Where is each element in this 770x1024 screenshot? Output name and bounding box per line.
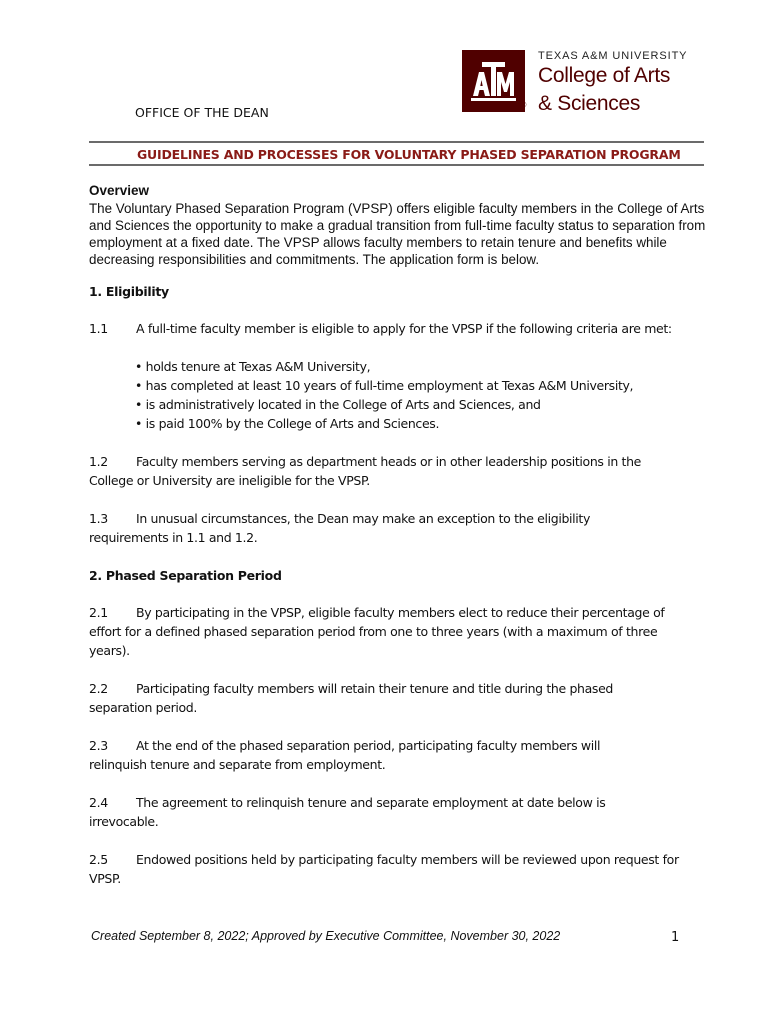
paragraph-1-2 bbox=[89, 452, 679, 490]
overview-paragraph: The Voluntary Phased Separation Program (VPSP) offers eligible faculty members in the College of Arts and Sciences the opportunity to make a gradual transition from full-time faculty status to separation from employment at a fixed date. The VPSP allows faculty members to retain tenure and benefits while decreasing responsibilities and commitments. The application form is below. bbox=[89, 201, 706, 267]
college-name-line-2: & Sciences bbox=[538, 92, 641, 115]
paragraph-2-2 bbox=[89, 679, 649, 717]
paragraph-number: 2.3 bbox=[89, 738, 108, 753]
paragraph-1-3 bbox=[89, 509, 649, 547]
paragraph-number: 1.2 bbox=[89, 454, 108, 469]
college-name-line-1: College of Arts bbox=[538, 64, 671, 87]
paragraph-2-4 bbox=[89, 793, 649, 831]
footer-note: Created September 8, 2022; Approved by Executive Committee, November 30, 2022 bbox=[91, 929, 561, 943]
atm-logo-mark bbox=[462, 50, 525, 112]
paragraph-number: 1.1 bbox=[89, 321, 108, 336]
paragraph-1-1 bbox=[89, 319, 689, 338]
paragraph-number: 2.4 bbox=[89, 795, 108, 810]
office-label: OFFICE OF THE DEAN bbox=[135, 105, 269, 120]
paragraph-number: 2.5 bbox=[89, 852, 108, 867]
trademark-symbol: ® bbox=[522, 103, 527, 109]
paragraph-2-5 bbox=[89, 850, 694, 888]
list-item: • has completed at least 10 years of full-time employment at Texas A&M University, bbox=[135, 376, 633, 395]
section-heading-phased-separation: 2. Phased Separation Period bbox=[89, 568, 282, 583]
overview-heading: Overview bbox=[89, 183, 150, 198]
list-item: • is paid 100% by the College of Arts and Sciences. bbox=[135, 414, 633, 433]
list-item: • is administratively located in the College of Arts and Sciences, and bbox=[135, 395, 633, 414]
paragraph-text: A full-time faculty member is eligible to apply for the VPSP if the following criteria are met: bbox=[136, 321, 672, 336]
paragraph-text: Faculty members serving as department heads or in other leadership positions in the College or University are ineligible for the VPSP. bbox=[89, 454, 641, 488]
university-name: TEXAS A&M UNIVERSITY bbox=[538, 50, 688, 62]
paragraph-number: 1.3 bbox=[89, 511, 108, 526]
paragraph-text: At the end of the phased separation period, participating faculty members will relinquish tenure and separate from employment. bbox=[89, 738, 601, 772]
document-title: GUIDELINES AND PROCESSES FOR VOLUNTARY PHASED SEPARATION PROGRAM bbox=[137, 147, 681, 162]
page-number: 1 bbox=[671, 930, 680, 945]
paragraph-number: 2.2 bbox=[89, 681, 108, 696]
paragraph-2-3 bbox=[89, 736, 639, 774]
paragraph-text: In unusual circumstances, the Dean may make an exception to the eligibility requirements in 1.1 and 1.2. bbox=[89, 511, 591, 545]
paragraph-text: The agreement to relinquish tenure and separate employment at date below is irrevocable. bbox=[89, 795, 606, 829]
paragraph-text: By participating in the VPSP, eligible faculty members elect to reduce their percentage of effort for a defined phased separation period from one to three years (with a maximum of three years). bbox=[89, 605, 665, 658]
title-rule-top bbox=[89, 141, 704, 143]
paragraph-text: Endowed positions held by participating faculty members will be reviewed upon request for VPSP. bbox=[89, 852, 679, 886]
paragraph-number: 2.1 bbox=[89, 605, 108, 620]
list-item: • holds tenure at Texas A&M University, bbox=[135, 357, 633, 376]
paragraph-text: Participating faculty members will retain their tenure and title during the phased separation period. bbox=[89, 681, 613, 715]
eligibility-criteria-list bbox=[135, 357, 633, 433]
section-heading-eligibility: 1. Eligibility bbox=[89, 284, 169, 299]
paragraph-2-1 bbox=[89, 603, 679, 660]
atm-logo-icon bbox=[462, 50, 525, 112]
title-rule-bottom bbox=[89, 164, 704, 166]
